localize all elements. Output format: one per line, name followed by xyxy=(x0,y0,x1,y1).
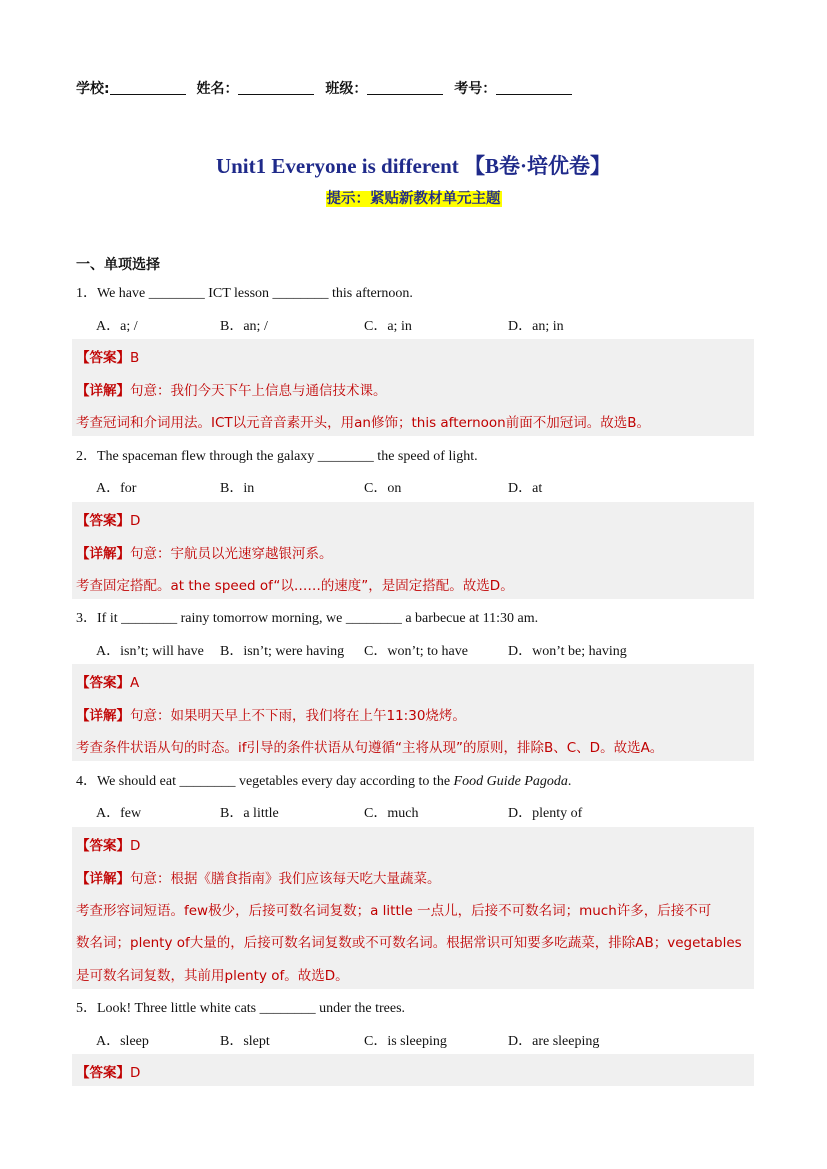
class-blank[interactable] xyxy=(367,80,443,95)
option-a[interactable]: A．sleep xyxy=(96,1034,149,1049)
answer-line: 【答案】D xyxy=(76,838,141,854)
option-d[interactable]: D．at xyxy=(508,481,543,496)
detail-line: 【详解】句意：如果明天早上不下雨，我们将在上午11:30烧烤。 xyxy=(76,708,466,724)
option-b[interactable]: B．a little xyxy=(220,806,279,821)
explanation-line: 是可数名词复数，其前用plenty of。故选D。 xyxy=(76,968,349,984)
question-2-answer-block xyxy=(72,502,754,599)
question-1-answer-block xyxy=(72,339,754,436)
detail-line: 【详解】句意：根据《膳食指南》我们应该每天吃大量蔬菜。 xyxy=(76,871,441,887)
option-d[interactable]: D．are sleeping xyxy=(508,1034,600,1049)
option-b[interactable]: B．slept xyxy=(220,1034,270,1049)
school-blank[interactable] xyxy=(110,80,186,95)
book-title: Food Guide Pagoda xyxy=(453,774,568,789)
option-c[interactable]: C．won’t; to have xyxy=(364,644,468,659)
explanation-line: 考查冠词和介词用法。ICT以元音音素开头，用an修饰；this afternoon前面不加冠词。故选B。 xyxy=(76,415,650,431)
answer-value: D xyxy=(130,1065,141,1081)
explanation-line: 考查固定搭配。at the speed of“以……的速度”，是固定搭配。故选D。 xyxy=(76,578,514,594)
page-subtitle xyxy=(0,187,827,208)
detail-line: 【详解】句意：我们今天下午上信息与通信技术课。 xyxy=(76,383,387,399)
question-2-stem: 2．The spaceman flew through the galaxy ________ the speed of light. xyxy=(76,449,478,464)
question-3-answer-block xyxy=(72,664,754,761)
answer-line: 【答案】D xyxy=(76,513,141,529)
detail-text: 句意：宇航员以光速穿越银河系。 xyxy=(130,546,333,562)
option-c[interactable]: C．is sleeping xyxy=(364,1034,447,1049)
detail-text: 句意：如果明天早上不下雨，我们将在上午11:30烧烤。 xyxy=(130,708,466,724)
name-label: 姓名： xyxy=(196,81,239,97)
explanation-line: 考查条件状语从句的时态。if引导的条件状语从句遵循“主将从现”的原则，排除B、C、D。故选A。 xyxy=(76,740,664,756)
option-a[interactable]: A．a; / xyxy=(96,319,138,334)
answer-value: D xyxy=(130,513,141,529)
question-3-stem: 3．If it ________ rainy tomorrow morning, we ________ a barbecue at 11:30 am. xyxy=(76,611,539,626)
question-1-stem: 1．We have ________ ICT lesson ________ this afternoon. xyxy=(76,286,413,301)
detail-text: 句意：根据《膳食指南》我们应该每天吃大量蔬菜。 xyxy=(130,871,441,887)
answer-value: D xyxy=(130,838,141,854)
page-title: Unit1 Everyone is different 【B卷·培优卷】 xyxy=(215,154,612,178)
question-4-answer-block xyxy=(72,827,754,989)
option-a[interactable]: A．isn’t; will have xyxy=(96,644,204,659)
option-d[interactable]: D．an; in xyxy=(508,319,564,334)
detail-text: 句意：我们今天下午上信息与通信技术课。 xyxy=(130,383,387,399)
answer-line: 【答案】B xyxy=(76,350,140,366)
class-label: 班级： xyxy=(325,81,368,97)
exam-number-blank[interactable] xyxy=(496,80,572,95)
student-info-line xyxy=(76,78,578,98)
option-c[interactable]: C．on xyxy=(364,481,402,496)
answer-line: 【答案】A xyxy=(76,675,140,691)
exam-number-label: 考号： xyxy=(454,81,497,97)
option-c[interactable]: C．much xyxy=(364,806,419,821)
question-5-stem: 5．Look! Three little white cats ________ under the trees. xyxy=(76,1001,406,1016)
option-b[interactable]: B．isn’t; were having xyxy=(220,644,345,659)
explanation-line: 数名词；plenty of大量的，后接可数名词复数或不可数名词。根据常识可知要多吃蔬菜，排除AB；vegetables xyxy=(76,935,742,951)
option-a[interactable]: A．few xyxy=(96,806,142,821)
option-b[interactable]: B．in xyxy=(220,481,255,496)
option-d[interactable]: D．won’t be; having xyxy=(508,644,627,659)
detail-line: 【详解】句意：宇航员以光速穿越银河系。 xyxy=(76,546,333,562)
option-b[interactable]: B．an; / xyxy=(220,319,268,334)
option-c[interactable]: C．a; in xyxy=(364,319,412,334)
name-blank[interactable] xyxy=(238,80,314,95)
section-heading: 一、单项选择 xyxy=(76,257,160,273)
answer-value: A xyxy=(130,675,140,691)
question-4-stem: 4．We should eat ________ vegetables every day according to the Food Guide Pagoda. xyxy=(76,774,572,789)
school-label: 学校: xyxy=(76,81,110,97)
subtitle-highlight: 提示：紧贴新教材单元主题 xyxy=(326,191,501,207)
question-5-answer-block xyxy=(72,1054,754,1086)
answer-value: B xyxy=(130,350,140,366)
option-d[interactable]: D．plenty of xyxy=(508,806,583,821)
option-a[interactable]: A．for xyxy=(96,481,137,496)
answer-line: 【答案】D xyxy=(76,1065,141,1081)
explanation-line: 考查形容词短语。few极少，后接可数名词复数；a little 一点儿，后接不可数名词；much许多，后接不可 xyxy=(76,903,712,919)
